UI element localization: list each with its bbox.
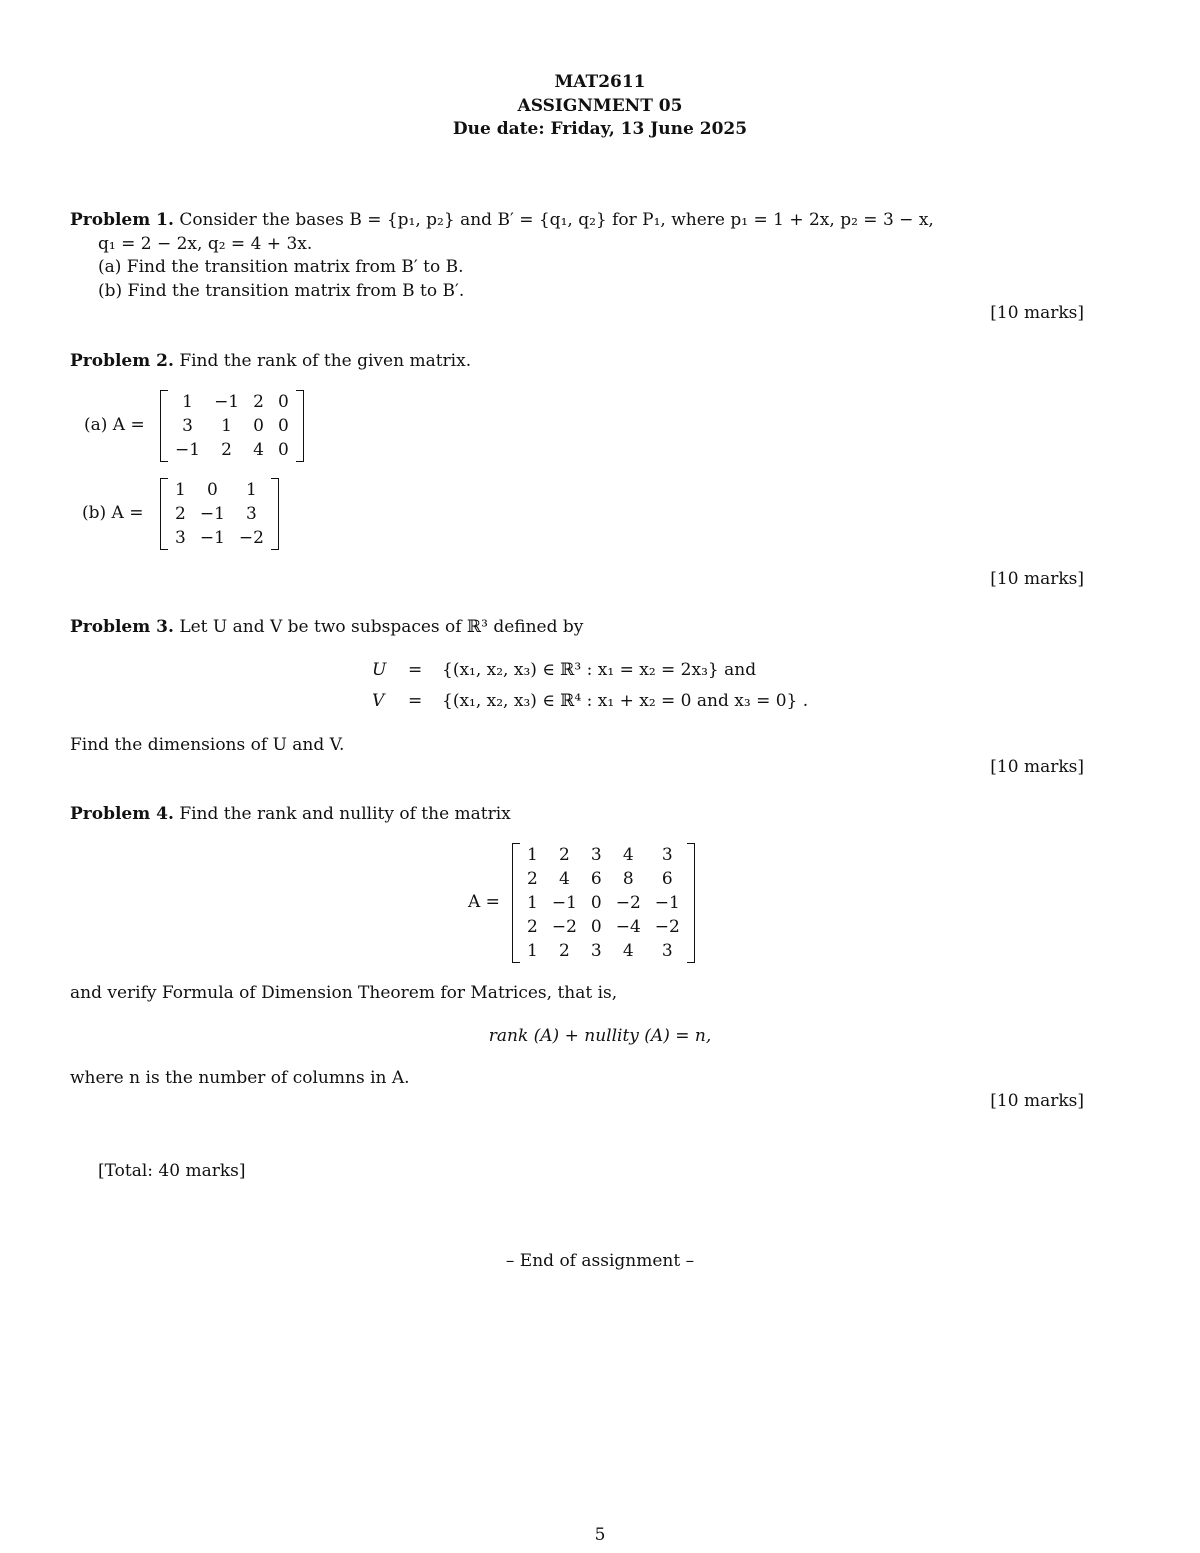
set-v-rhs: {(x₁, x₂, x₃) ∈ ℝ⁴ : x₁ + x₂ = 0 and x₃ = 0} .	[442, 691, 809, 711]
problem-1-part-b: (b) Find the transition matrix from B to B′.	[98, 281, 465, 301]
dimension-formula: rank (A) + nullity (A) = n,	[488, 1026, 712, 1046]
problem-4-matrix	[512, 843, 695, 963]
problem-4-heading	[70, 804, 511, 824]
matrix-cell: 0	[277, 416, 289, 436]
matrix-cell: −2	[654, 917, 680, 937]
matrix-cell: 0	[277, 440, 289, 460]
matrix-cell: 0	[277, 392, 289, 412]
matrix-cell: −2	[615, 893, 641, 913]
matrix-cell: −4	[615, 917, 641, 937]
matrix-cell: 1	[527, 893, 538, 913]
matrix-cell: 2	[527, 869, 538, 889]
problem-4-where: where n is the number of columns in A.	[70, 1068, 410, 1088]
total-marks: [Total: 40 marks]	[98, 1161, 246, 1181]
problem-4-matrix-label: A =	[468, 892, 500, 912]
problem-2-marks: [10 marks]	[990, 569, 1084, 589]
matrix-cell: 3	[246, 504, 257, 524]
matrix-cell: −1	[199, 504, 225, 524]
problem-3-question: Find the dimensions of U and V.	[70, 735, 345, 755]
set-u-eq: =	[408, 660, 423, 680]
matrix-cell: 3	[175, 528, 186, 548]
matrix-cell: 3	[661, 941, 673, 961]
matrix-cell: 2	[527, 917, 538, 937]
matrix-cell: 4	[622, 941, 634, 961]
matrix-cell: 1	[221, 416, 232, 436]
matrix-cell: 3	[590, 845, 602, 865]
course-code: MAT2611	[554, 72, 646, 92]
problem-2b-label: (b) A =	[82, 503, 144, 523]
due-date: Due date: Friday, 13 June 2025	[452, 119, 748, 139]
problem-2-text: Find the rank of the given matrix.	[179, 351, 472, 371]
matrix-cell: 4	[558, 869, 570, 889]
problem-3-text: Let U and V be two subspaces of ℝ³ defined by	[179, 617, 584, 637]
matrix-cell: 2	[221, 440, 232, 460]
problem-3-marks: [10 marks]	[990, 757, 1084, 777]
problem-4-marks: [10 marks]	[990, 1091, 1084, 1111]
problem-2b-matrix	[160, 478, 279, 550]
problem-3-heading	[70, 617, 583, 637]
matrix-cell: −1	[214, 392, 240, 412]
matrix-cell: 2	[253, 392, 264, 412]
matrix-cell: 0	[590, 893, 602, 913]
matrix-cell: 3	[590, 941, 602, 961]
assignment-title: ASSIGNMENT 05	[517, 96, 683, 116]
set-u-lhs: U	[372, 660, 387, 680]
problem-2-heading	[70, 351, 471, 371]
matrix-cell: 1	[175, 480, 186, 500]
matrix-cell: 8	[622, 869, 634, 889]
matrix-cell: −1	[175, 440, 201, 460]
matrix-cell: −1	[551, 893, 577, 913]
end-of-assignment: – End of assignment –	[505, 1251, 695, 1271]
matrix-cell: 3	[661, 845, 673, 865]
matrix-cell: −1	[199, 528, 225, 548]
matrix-cell: 2	[558, 845, 570, 865]
set-v-eq: =	[408, 691, 423, 711]
matrix-cell: 1	[182, 392, 193, 412]
problem-1-text: Consider the bases B = {p₁, p₂} and B′ = {q₁, q₂} for P₁, where p₁ = 1 + 2x, p₂ = 3 − x,	[179, 210, 934, 230]
problem-1-marks: [10 marks]	[990, 303, 1084, 323]
matrix-cell: 1	[527, 845, 538, 865]
set-v-lhs: V	[372, 691, 385, 711]
problem-4-verify: and verify Formula of Dimension Theorem for Matrices, that is,	[70, 983, 618, 1003]
matrix-cell: 6	[661, 869, 673, 889]
matrix-cell: 6	[590, 869, 602, 889]
problem-2a-matrix	[160, 390, 304, 462]
problem-1-label: Problem 1.	[70, 210, 174, 230]
problem-2a-label: (a) A =	[84, 415, 145, 435]
matrix-cell: 4	[622, 845, 634, 865]
problem-3-label: Problem 3.	[70, 617, 174, 637]
matrix-cell: 4	[253, 440, 264, 460]
matrix-cell: 0	[590, 917, 602, 937]
problem-1-heading	[70, 210, 934, 230]
problem-4-label: Problem 4.	[70, 804, 174, 824]
problem-1-text2: q₁ = 2 − 2x, q₂ = 4 + 3x.	[98, 234, 313, 254]
matrix-cell: 3	[182, 416, 193, 436]
matrix-cell: −1	[654, 893, 680, 913]
matrix-cell: 0	[253, 416, 264, 436]
problem-4-text: Find the rank and nullity of the matrix	[179, 804, 511, 824]
problem-1-part-a: (a) Find the transition matrix from B′ to B.	[98, 257, 464, 277]
matrix-cell: 2	[175, 504, 186, 524]
matrix-cell: 2	[558, 941, 570, 961]
matrix-cell: −2	[551, 917, 577, 937]
matrix-cell: 1	[246, 480, 257, 500]
matrix-cell: −2	[238, 528, 264, 548]
matrix-cell: 1	[527, 941, 538, 961]
page-number: 5	[594, 1525, 606, 1545]
set-u-rhs: {(x₁, x₂, x₃) ∈ ℝ³ : x₁ = x₂ = 2x₃} and	[442, 660, 757, 680]
matrix-cell: 0	[206, 480, 218, 500]
problem-2-label: Problem 2.	[70, 351, 174, 371]
